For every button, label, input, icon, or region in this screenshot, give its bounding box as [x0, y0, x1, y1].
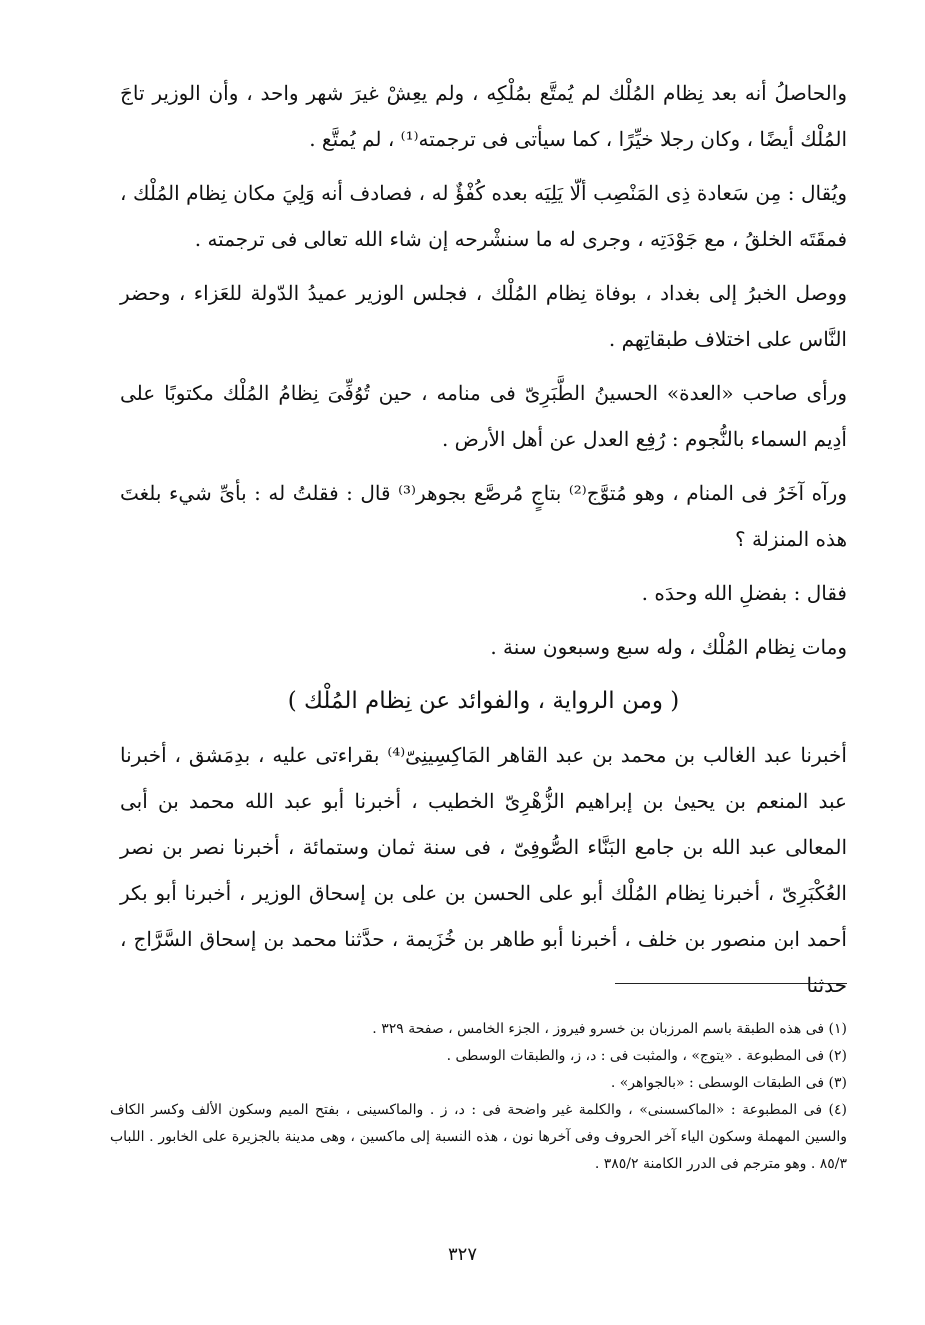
section-heading: ( ومن الرواية ، والفوائد عن نِظام المُلْك ): [287, 688, 680, 714]
paragraph-3: ووصل الخبرُ إلى بغداد ، بوفاة نِظام المُلْك ، فجلس الوزير عميدُ الدّولة للعَزاء ، وحضر النَّاس على اختلاف طبقاتِهم .: [120, 281, 847, 351]
paragraph-6: فقال : بفضلِ الله وحدَه .: [641, 581, 847, 605]
paragraph-4: ورأى صاحب «العدة» الحسينُ الطَّبَرِىّ فى منامه ، حين تُوُفِّىَ نِظامُ المُلْك مكتوبًا على أدِيم السماء بالنُّجوم : رُفِع العدل عن أهل الأرض .: [120, 381, 847, 451]
main-text: [120, 70, 847, 1016]
paragraph-2: ويُقال : مِن سَعادة ذِى المَنْصِب ألّا يَلِيَه بعده كُفْؤٌ له ، فصادف أنه وَلِيَ مكان نِظام المُلْك ، فمقَتَه الخلقُ ، مع جَوْدَتِه ، وجرى له ما سنشْرحه إن شاء الله تعالى فى ترجمته .: [120, 181, 847, 251]
paragraph-1: والحاصلُ أنه بعد نِظام المُلْك لم يُمتَّع بمُلْكِه ، ولم يعِشْ غيرَ شهر واحد ، وأن الوزير تاجَ المُلْك أيضًا ، وكان رجلا خيِّرًا ، كما سيأتى فى ترجمته⁽¹⁾ ، لم يُمتَّع .: [120, 81, 847, 151]
footnote-2: (٢) فى المطبوعة . «يتوج» ، والمثبت فى : د، ز، والطبقات الوسطى .: [446, 1048, 847, 1064]
page-number: ٣٢٧: [447, 1244, 477, 1265]
footnote-separator: [615, 983, 847, 984]
footnotes: [110, 1016, 847, 1178]
footnote-4: (٤) فى المطبوعة : «الماكسسنى» ، والكلمة غير واضحة فى : د، ز . والماكسينى ، بفتح الميم وسكون الألف وكسر الكاف والسين المهملة وسكون الياء آخر الحروف وفى آخرها نون ، هذه النسبة إلى ماكسين ، وهى مدينة بالجزيرة على الخابور . اللباب ٨٥/٣ . وهو مترجم فى الدرر الكامنة ٣٨٥/٢ .: [110, 1102, 847, 1172]
paragraph-5: ورآه آخَرُ فى المنام ، وهو مُتوَّج⁽²⁾ بتاجٍ مُرصَّع بجوهر⁽³⁾ قال : فقلتُ له : بأىِّ شيء بلغتَ هذه المنزلة ؟: [120, 481, 847, 551]
footnote-3: (٣) فى الطبقات الوسطى : «بالجواهر» .: [610, 1075, 847, 1091]
narration-paragraph: أخبرنا عبد الغالب بن محمد بن عبد القاهر المَاكِسِينِىّ⁽⁴⁾ بقراءتى عليه ، بدِمَشق ، أخبرنا عبد المنعم بن يحيىٰ بن إبراهيم الزُّهْرِىّ الخطيب ، أخبرنا أبو عبد الله محمد بن أبى المعالى عبد الله بن جامع البَنَّاء الصُّوفِىّ ، فى سنة ثمان وستمائة ، أخبرنا نصر بن نصر العُكْبَرِىّ ، أخبرنا نِظام المُلْك أبو على الحسن بن على بن إسحاق الوزير ، أخبرنا أبو بكر أحمد ابن منصور بن خلف ، أخبرنا أبو طاهر بن خُزَيمة ، حدَّثنا محمد بن إسحاق السَّرَّاج ، حدثنا: [120, 743, 847, 997]
footnote-1: (١) فى هذه الطبقة باسم المرزبان بن خسرو فيروز ، الجزء الخامس ، صفحة ٣٢٩ .: [372, 1021, 847, 1037]
paragraph-7: ومات نِظام المُلْك ، وله سبع وسبعون سنة .: [490, 635, 847, 659]
